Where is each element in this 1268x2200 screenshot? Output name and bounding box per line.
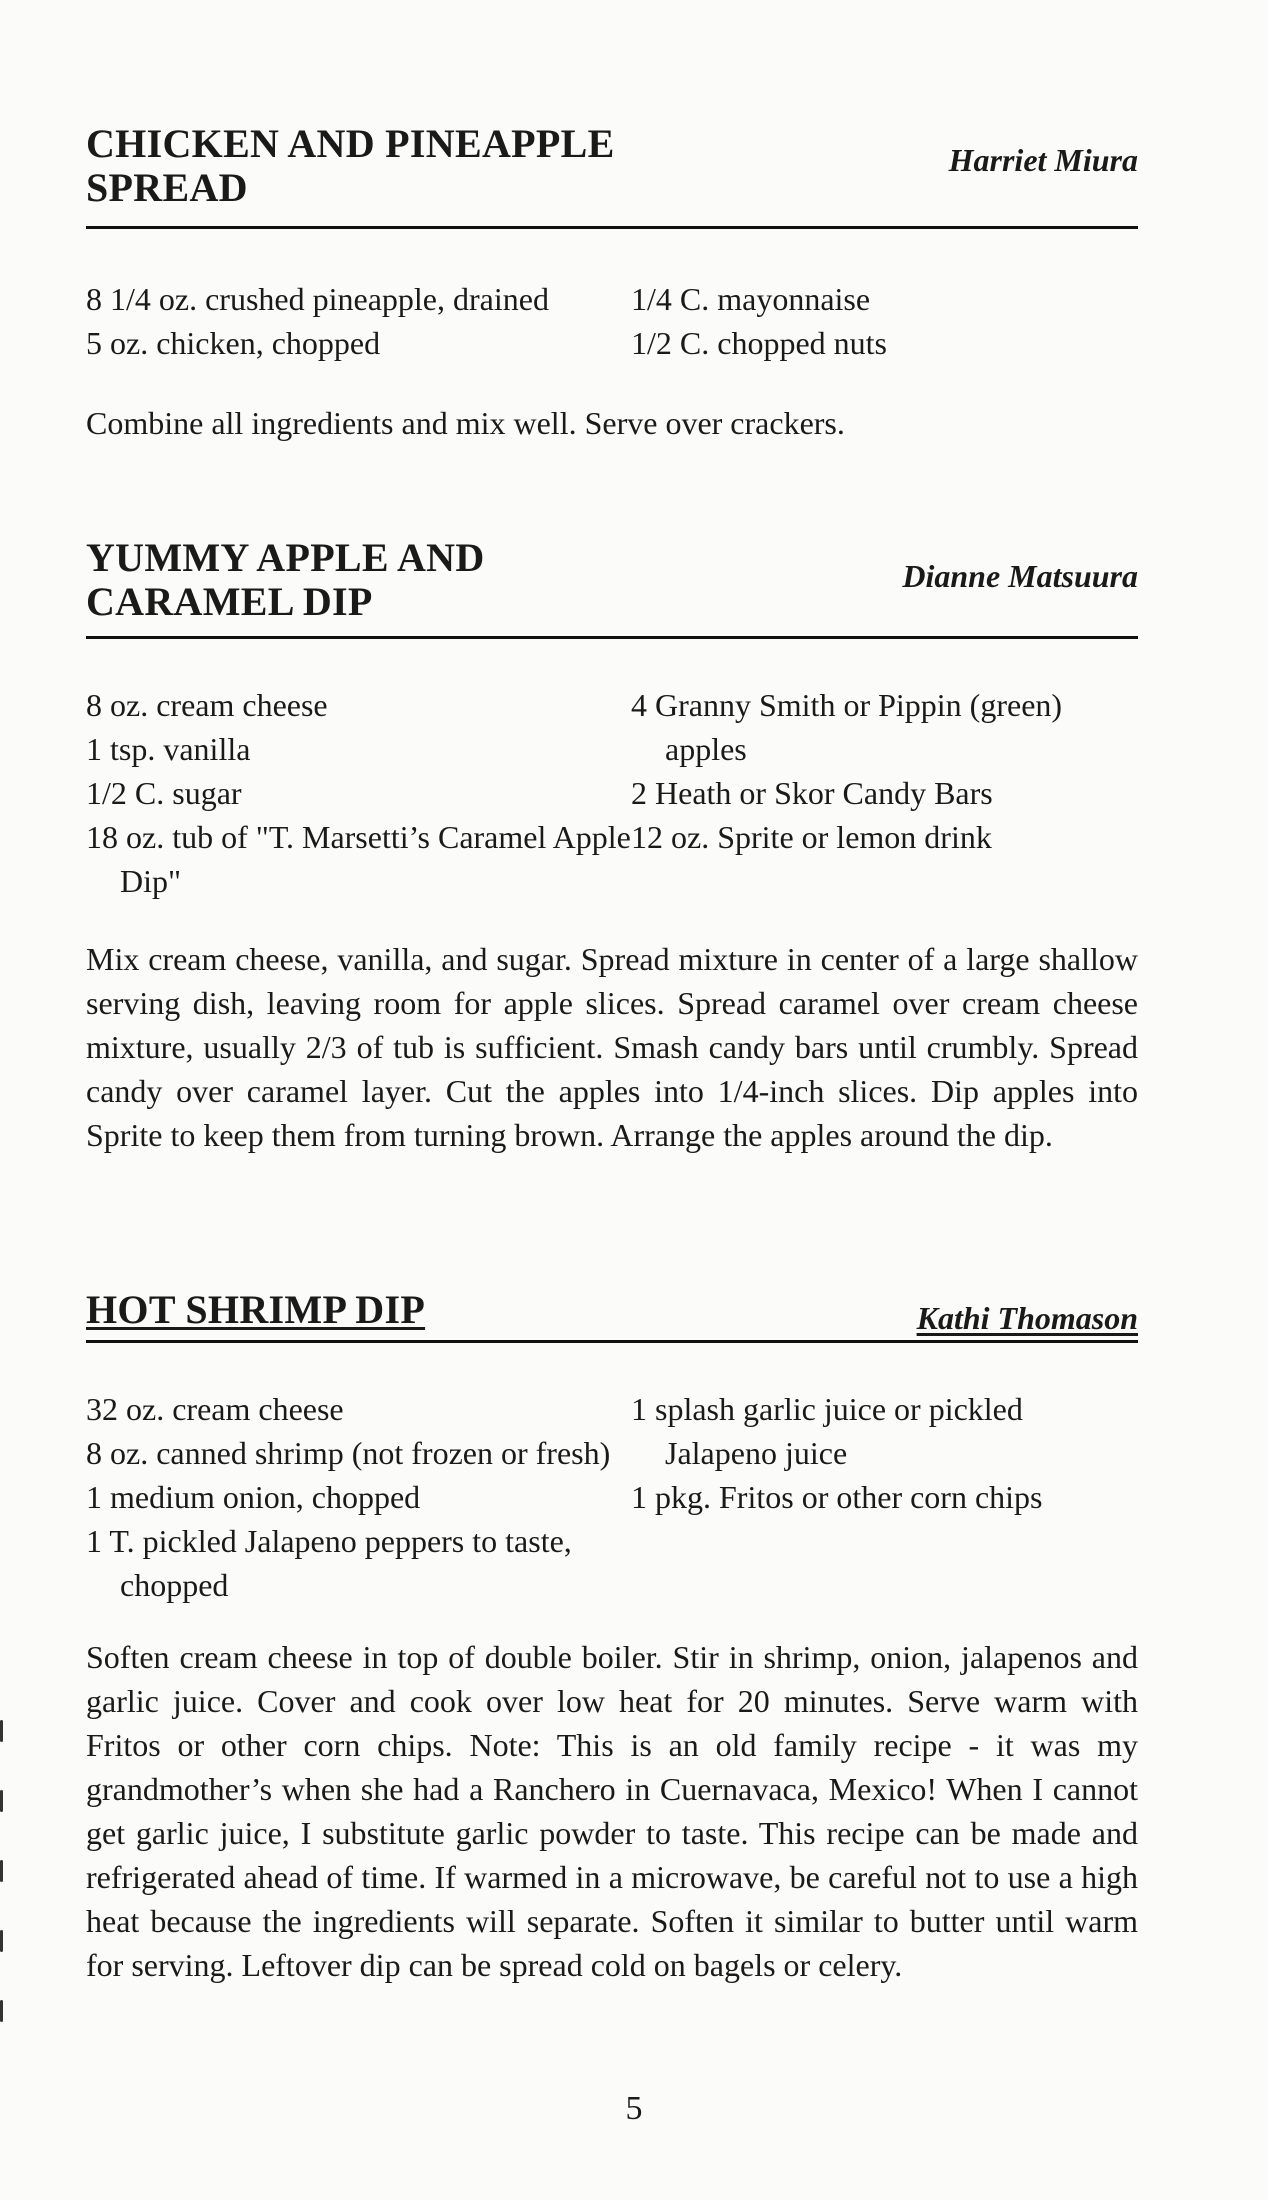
recipe-contributor: Kathi Thomason [916,1300,1138,1336]
recipe-contributor: Harriet Miura [948,142,1138,178]
recipe-title: HOT SHRIMP DIP [86,1287,426,1332]
recipe-contributor: Dianne Matsuura [902,558,1138,594]
ingredient: 1 medium onion, chopped [86,1479,421,1515]
ingredient: 4 Granny Smith or Pippin (green) apples [631,687,1063,767]
binding-mark [0,1720,3,1742]
ingredient: 1/4 C. mayonnaise [631,281,871,317]
ingredients-right-column [631,277,1138,365]
ingredient: 32 oz. cream cheese [86,1391,344,1427]
recipe-directions: Soften cream cheese in top of double boiler. Stir in shrimp, onion, jalapenos and garlic juice. Cover and cook over low heat for 20 minutes. Serve warm with Fritos or other corn chips. Note: This is an old family recipe - it was my grandmother’s when she had a Ranchero in Cuernavaca, Mexico! When I cannot get garlic juice, I substitute garlic powder to taste. This recipe can be made and refrigerated ahead of time. If warmed in a microwave, be careful not to use a high heat because the ingredients will separate. Soften it similar to butter until warm for serving. Leftover dip can be spread cold on bagels or celery. [86,1639,1138,1983]
ingredient: 8 1/4 oz. crushed pineapple, drained [86,281,549,317]
recipe-title: YUMMY APPLE AND CARAMEL DIP [86,535,485,624]
ingredients-right-column [631,1387,1138,1607]
ingredients-right-column [631,683,1138,903]
page-number: 5 [625,2090,643,2127]
recipe-header [86,122,1138,229]
recipe-chicken-pineapple-spread [86,122,1138,445]
recipe-yummy-apple-caramel-dip [86,536,1138,1157]
ingredient-list [86,683,1138,903]
ingredient: 1/2 C. chopped nuts [631,325,887,361]
ingredient: 12 oz. Sprite or lemon drink [631,819,992,855]
ingredient: 8 oz. cream cheese [86,687,328,723]
ingredient: 8 oz. canned shrimp (not frozen or fresh) [86,1435,611,1471]
ingredient-list [86,1387,1138,1607]
ingredient: 1 T. pickled Jalapeno peppers to taste, chopped [86,1523,572,1603]
ingredient: 18 oz. tub of "T. Marsetti’s Caramel Apple Dip" [86,819,631,899]
binding-mark [0,1930,3,1952]
ingredients-left-column [86,277,631,365]
binding-mark [0,2000,3,2022]
ingredients-left-column [86,683,631,903]
binding-mark [0,1860,3,1882]
recipe-directions: Combine all ingredients and mix well. Serve over crackers. [86,405,845,441]
ingredients-left-column [86,1387,631,1607]
ingredient: 1 tsp. vanilla [86,731,251,767]
ingredient: 1 pkg. Fritos or other corn chips [631,1479,1043,1515]
ingredient: 2 Heath or Skor Candy Bars [631,775,993,811]
recipe-header [86,1288,1138,1343]
ingredient: 1 splash garlic juice or pickled Jalapeno juice [631,1391,1023,1471]
ingredient: 5 oz. chicken, chopped [86,325,381,361]
recipe-hot-shrimp-dip [86,1288,1138,1987]
recipe-title: CHICKEN AND PINEAPPLE SPREAD [86,121,615,210]
binding-mark [0,1790,3,1812]
ingredient: 1/2 C. sugar [86,775,242,811]
recipe-header [86,536,1138,639]
ingredient-list [86,277,1138,365]
recipe-directions: Mix cream cheese, vanilla, and sugar. Spread mixture in center of a large shallow serving dish, leaving room for apple slices. Spread caramel over cream cheese mixture, usually 2/3 of tub is sufficient. Smash candy bars until crumbly. Spread candy over caramel layer. Cut the apples into 1/4-inch slices. Dip apples into Sprite to keep them from turning brown. Arrange the apples around the dip. [86,941,1138,1153]
